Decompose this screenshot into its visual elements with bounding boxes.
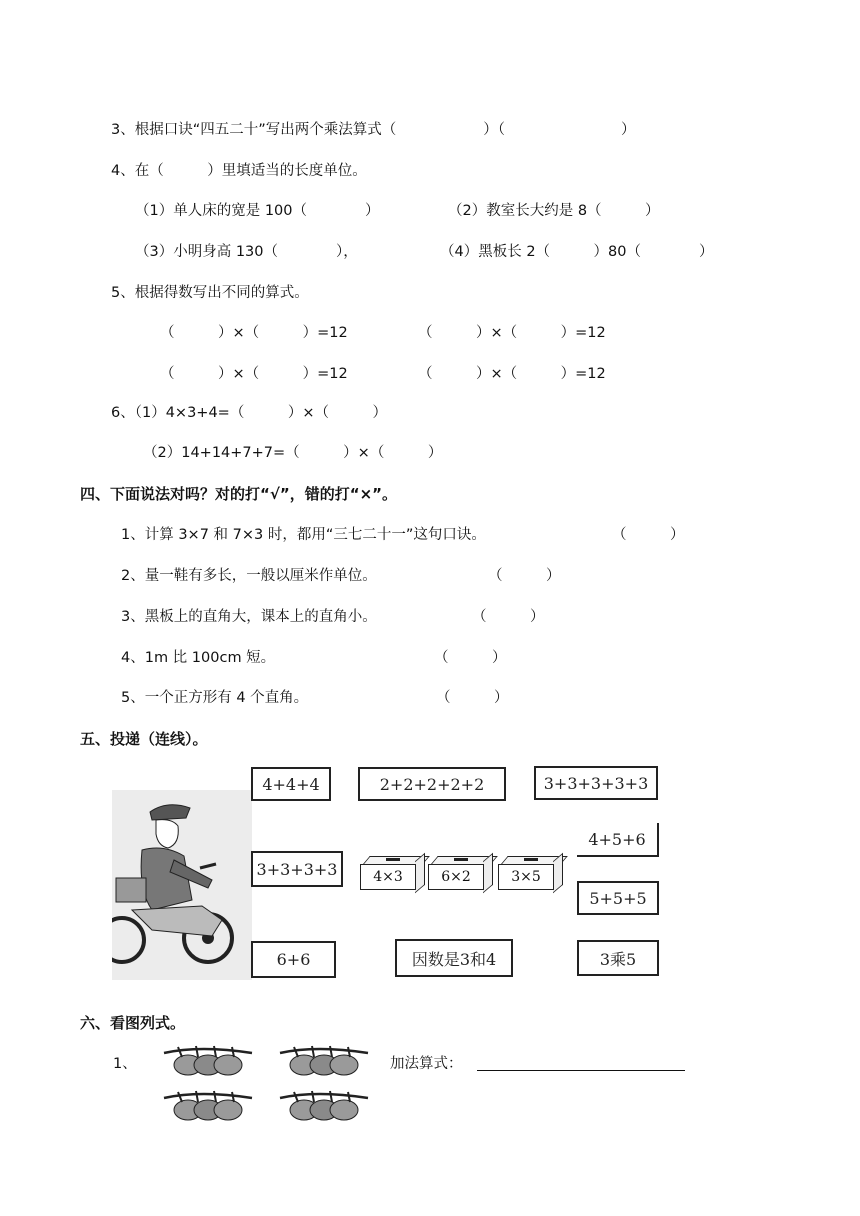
mailbox-label: 6×2 — [428, 864, 484, 890]
question-5-row2a: （ ）×（ ）=12 — [160, 366, 348, 382]
question-5-row1a: （ ）×（ ）=12 — [160, 325, 348, 341]
question-5-row2b: （ ）×（ ）=12 — [418, 366, 606, 382]
judge-item-1: 1、计算 3×7 和 7×3 时，都用“三七二十一”这句口诀。 — [121, 527, 486, 543]
question-6-2: （2）14+14+7+7=（ ）×（ ） — [143, 445, 443, 461]
judge-paren-3: （ ） — [472, 609, 545, 625]
fish-bundle-icon — [276, 1043, 372, 1081]
question-4-2: （2）教室长大约是 8（ ） — [448, 203, 660, 219]
fish-bundle-icon — [160, 1088, 256, 1126]
section-4-heading: 四、下面说法对吗？对的打“√”，错的打“×”。 — [80, 485, 398, 503]
judge-paren-4: （ ） — [434, 650, 507, 666]
letter-6+6[interactable]: 6+6 — [251, 941, 336, 978]
letter-4+5+6[interactable]: 4+5+6 — [577, 823, 659, 857]
question-5: 5、根据得数写出不同的算式。 — [111, 285, 309, 301]
section-5-heading: 五、投递（连线）。 — [80, 730, 208, 748]
addition-label: 加法算式： — [390, 1056, 463, 1072]
answer-line[interactable] — [477, 1060, 685, 1071]
mailbox-side — [553, 853, 563, 893]
judge-item-2: 2、量一鞋有多长，一般以厘米作单位。 — [121, 568, 377, 584]
letter-4+4+4[interactable]: 4+4+4 — [251, 767, 331, 801]
judge-paren-5: （ ） — [436, 690, 509, 706]
mailbox-side — [415, 853, 425, 893]
letter-3x5-words[interactable]: 3乘5 — [577, 940, 659, 976]
mailbox-slot — [386, 858, 400, 861]
mailbox-side — [483, 853, 493, 893]
question-4: 4、在（ ）里填适当的长度单位。 — [111, 163, 367, 179]
section-6-heading: 六、看图列式。 — [80, 1014, 186, 1032]
fish-bundle-icon — [160, 1043, 256, 1081]
question-4-1: （1）单人床的宽是 100（ ） — [135, 203, 380, 219]
fish-bundle-icon — [276, 1088, 372, 1126]
question-4-3: （3）小明身高 130（ ）， — [135, 244, 358, 260]
question-5-row1b: （ ）×（ ）=12 — [418, 325, 606, 341]
letter-3+3+3+3+3[interactable]: 3+3+3+3+3 — [534, 766, 658, 800]
mailbox-label: 3×5 — [498, 864, 554, 890]
question-6-number: 1、 — [113, 1056, 137, 1072]
letter-3+3+3+3[interactable]: 3+3+3+3 — [251, 851, 343, 887]
letter-2+2+2+2+2[interactable]: 2+2+2+2+2 — [358, 767, 506, 801]
mailbox-6x2[interactable] — [428, 856, 498, 892]
judge-paren-2: （ ） — [488, 568, 561, 584]
mailbox-label: 4×3 — [360, 864, 416, 890]
question-6-1: 6、（1）4×3+4=（ ）×（ ） — [111, 405, 387, 421]
judge-item-4: 4、1m 比 100cm 短。 — [121, 650, 276, 666]
mailbox-4x3[interactable] — [360, 856, 430, 892]
judge-paren-1: （ ） — [612, 527, 685, 543]
postman-illustration — [112, 760, 252, 980]
mailbox-slot — [524, 858, 538, 861]
question-4-4: （4）黑板长 2（ ）80（ ） — [440, 244, 714, 260]
mailbox-3x5[interactable] — [498, 856, 568, 892]
letter-factors-3-4[interactable]: 因数是3和4 — [395, 939, 513, 977]
letter-5+5+5[interactable]: 5+5+5 — [577, 881, 659, 915]
mailbox-slot — [454, 858, 468, 861]
judge-item-3: 3、黑板上的直角大，课本上的直角小。 — [121, 609, 377, 625]
judge-item-5: 5、一个正方形有 4 个直角。 — [121, 690, 309, 706]
question-3: 3、根据口诀“四五二十”写出两个乘法算式（ ）（ ） — [111, 122, 636, 138]
